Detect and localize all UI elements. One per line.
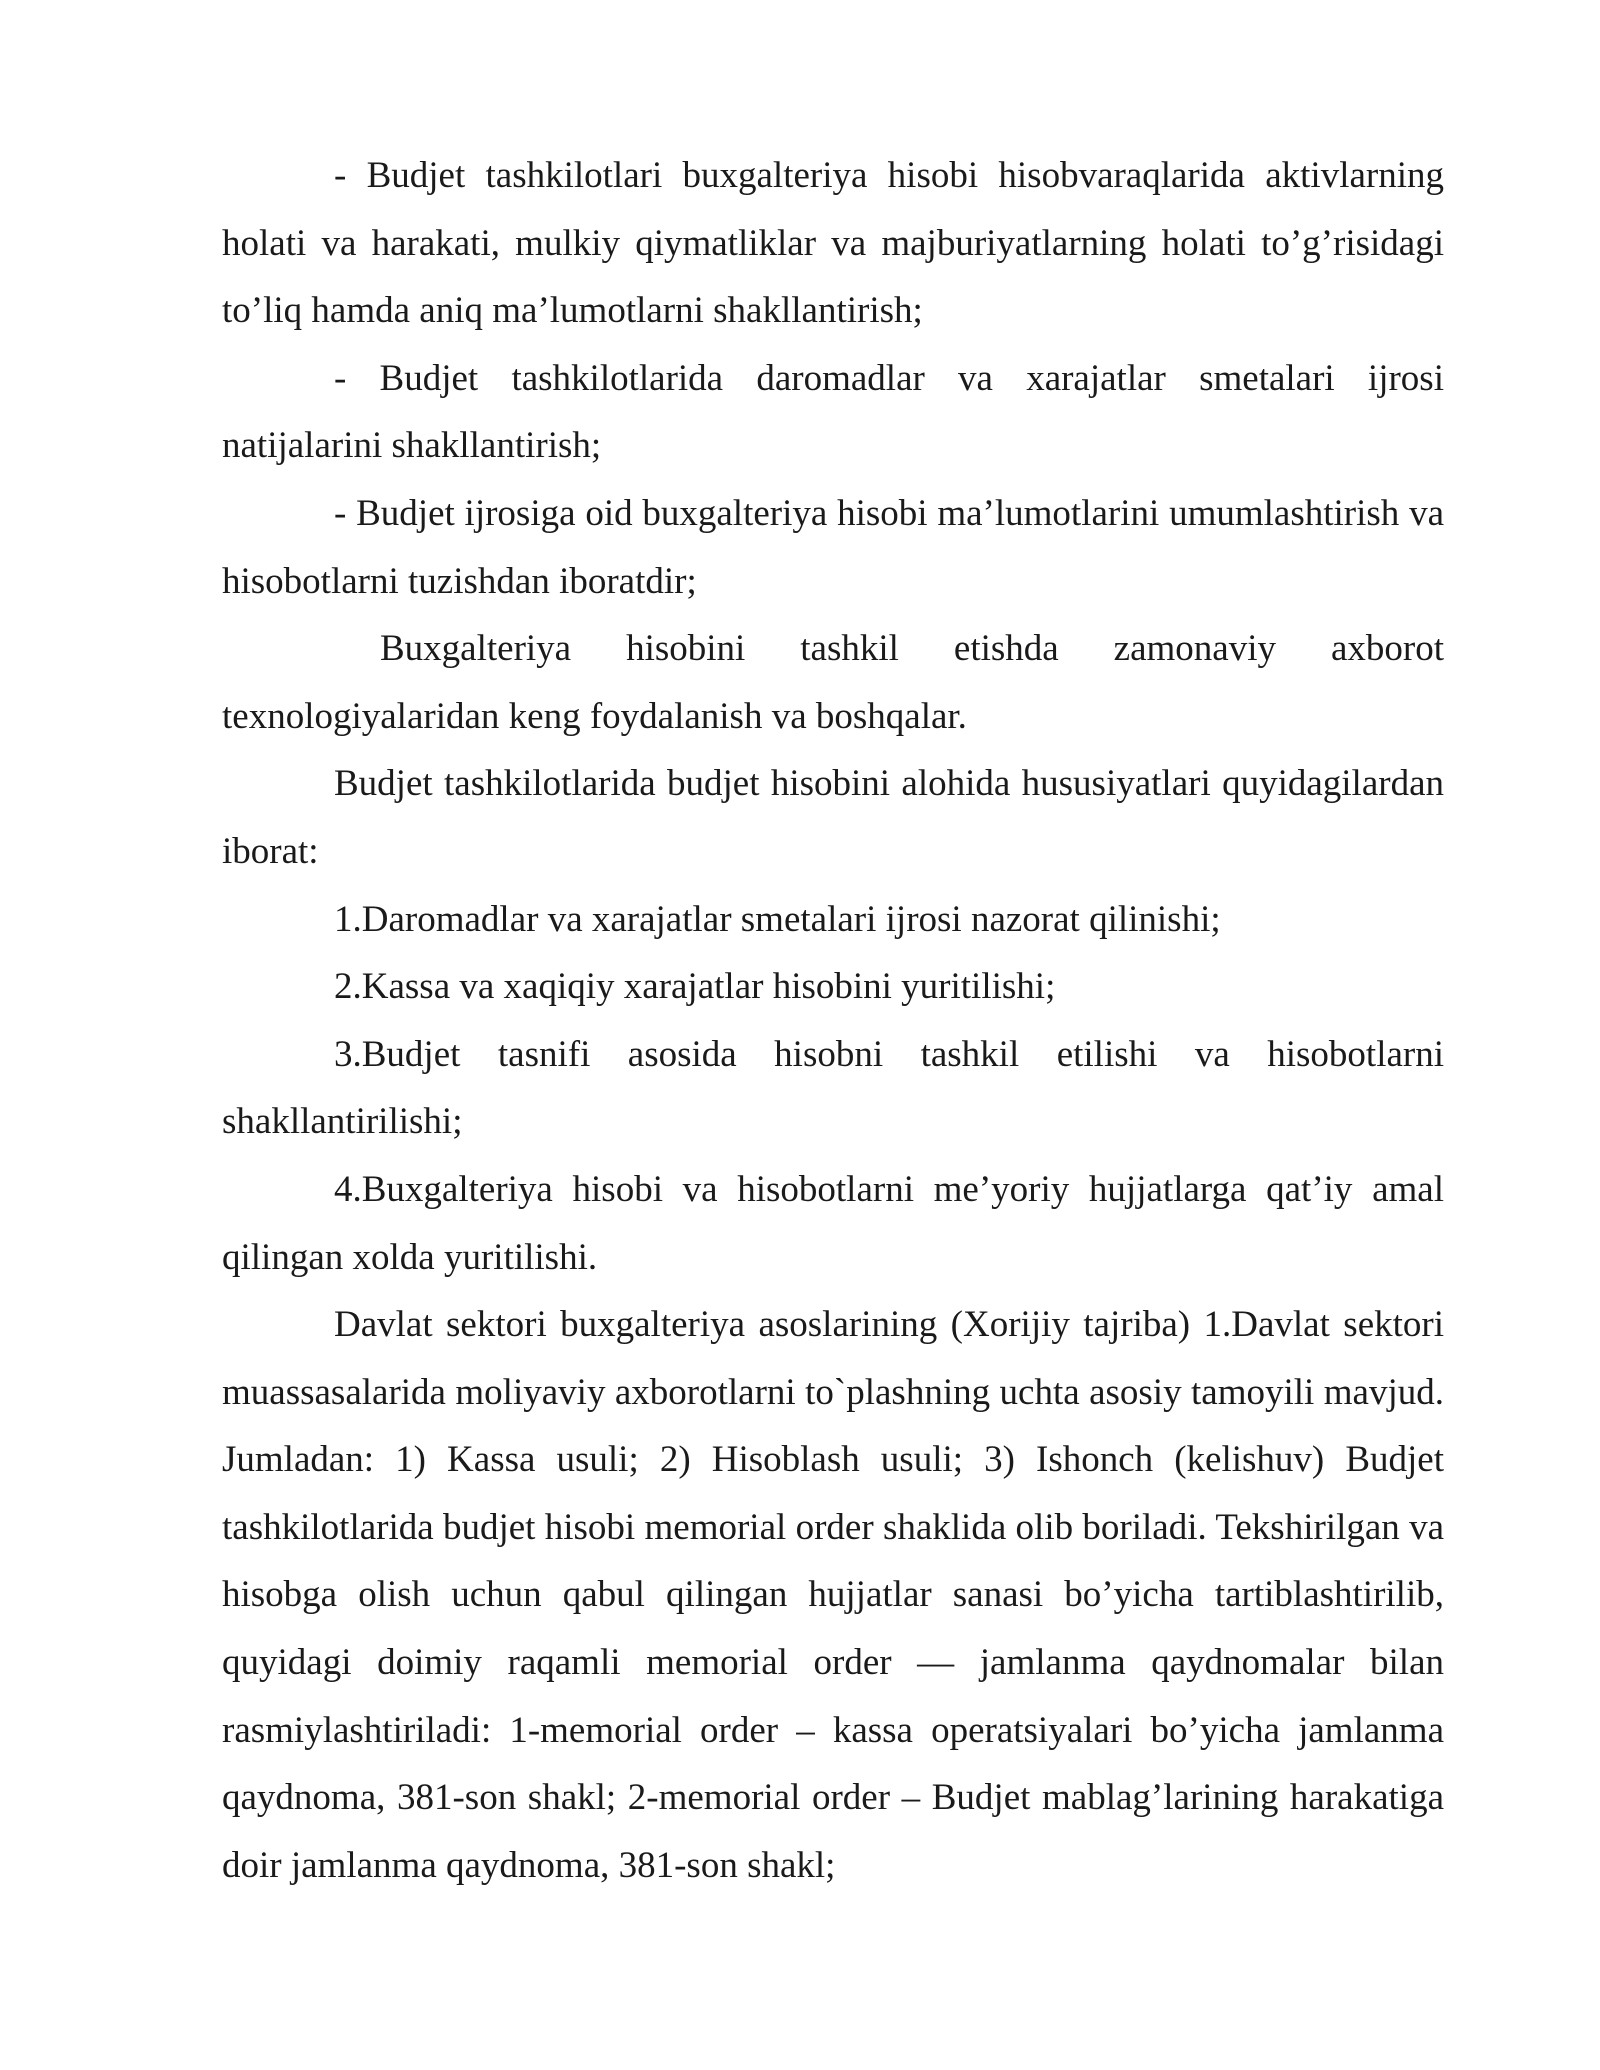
list-item-4: 4.Buxgalteriya hisobi va hisobotlarni me’yoriy hujjatlarga qat’iy amal qilingan xolda yuritilishi. (222, 1168, 1444, 1278)
list-item-1: 1.Daromadlar va xarajatlar smetalari ijrosi nazorat qilinishi; (334, 898, 1221, 940)
paragraph-public-sector: Davlat sektori buxgalteriya asoslarining (Xorijiy tajriba) 1.Davlat sektori muassasalarida moliyaviy axborotlarni to`plashning uchta asosiy tamoyili mavjud. Jumladan: 1) Kassa usuli; 2) Hisoblash usuli; 3) Ishonch (kelishuv) Budjet tashkilotlarida budjet hisobi memorial order shaklida olib boriladi. Tekshirilgan va hisobga olish uchun qabul qilingan hujjatlar sanasi bo’yicha tartiblashtirilib, quyidagi doimiy raqamli memorial order — jamlanma qaydnomalar bilan rasmiylashtiriladi: 1-memorial order – kassa operatsiyalari bo’yicha jamlanma qaydnoma, 381-son shakl; 2-memorial order – Budjet mablag’larining harakatiga doir jamlanma qaydnoma, 381-son shakl; (222, 1304, 1444, 1886)
paragraph-bullet-results: - Budjet tashkilotlarida daromadlar va xarajatlar smetalari ijrosi natijalarini shakllantirish; (222, 357, 1444, 467)
list-item-2: 2.Kassa va xaqiqiy xarajatlar hisobini yuritilishi; (334, 966, 1056, 1008)
paragraph-it-usage: Buxgalteriya hisobini tashkil etishda zamonaviy axborot texnologiyalaridan keng foydalanish va boshqalar. (222, 628, 1444, 737)
paragraph-bullet-accounts: - Budjet tashkilotlari buxgalteriya hisobi hisobvaraqlarida aktivlarning holati va harakati, mulkiy qiymatliklar va majburiyatlarning holati to’g’risidagi to’liq hamda aniq ma’lumotlarni shakllantirish; (222, 155, 1444, 332)
paragraph-features-intro: Budjet tashkilotlarida budjet hisobini alohida hususiyatlari quyidagilardan iborat: (222, 763, 1444, 872)
document-body (222, 142, 1444, 1899)
paragraph-bullet-reports: - Budjet ijrosiga oid buxgalteriya hisobi ma’lumotlarini umumlashtirish va hisobotlarni tuzishdan iboratdir; (222, 492, 1444, 602)
list-item-3: 3.Budjet tasnifi asosida hisobni tashkil etilishi va hisobotlarni shakllantirilishi; (222, 1033, 1444, 1143)
